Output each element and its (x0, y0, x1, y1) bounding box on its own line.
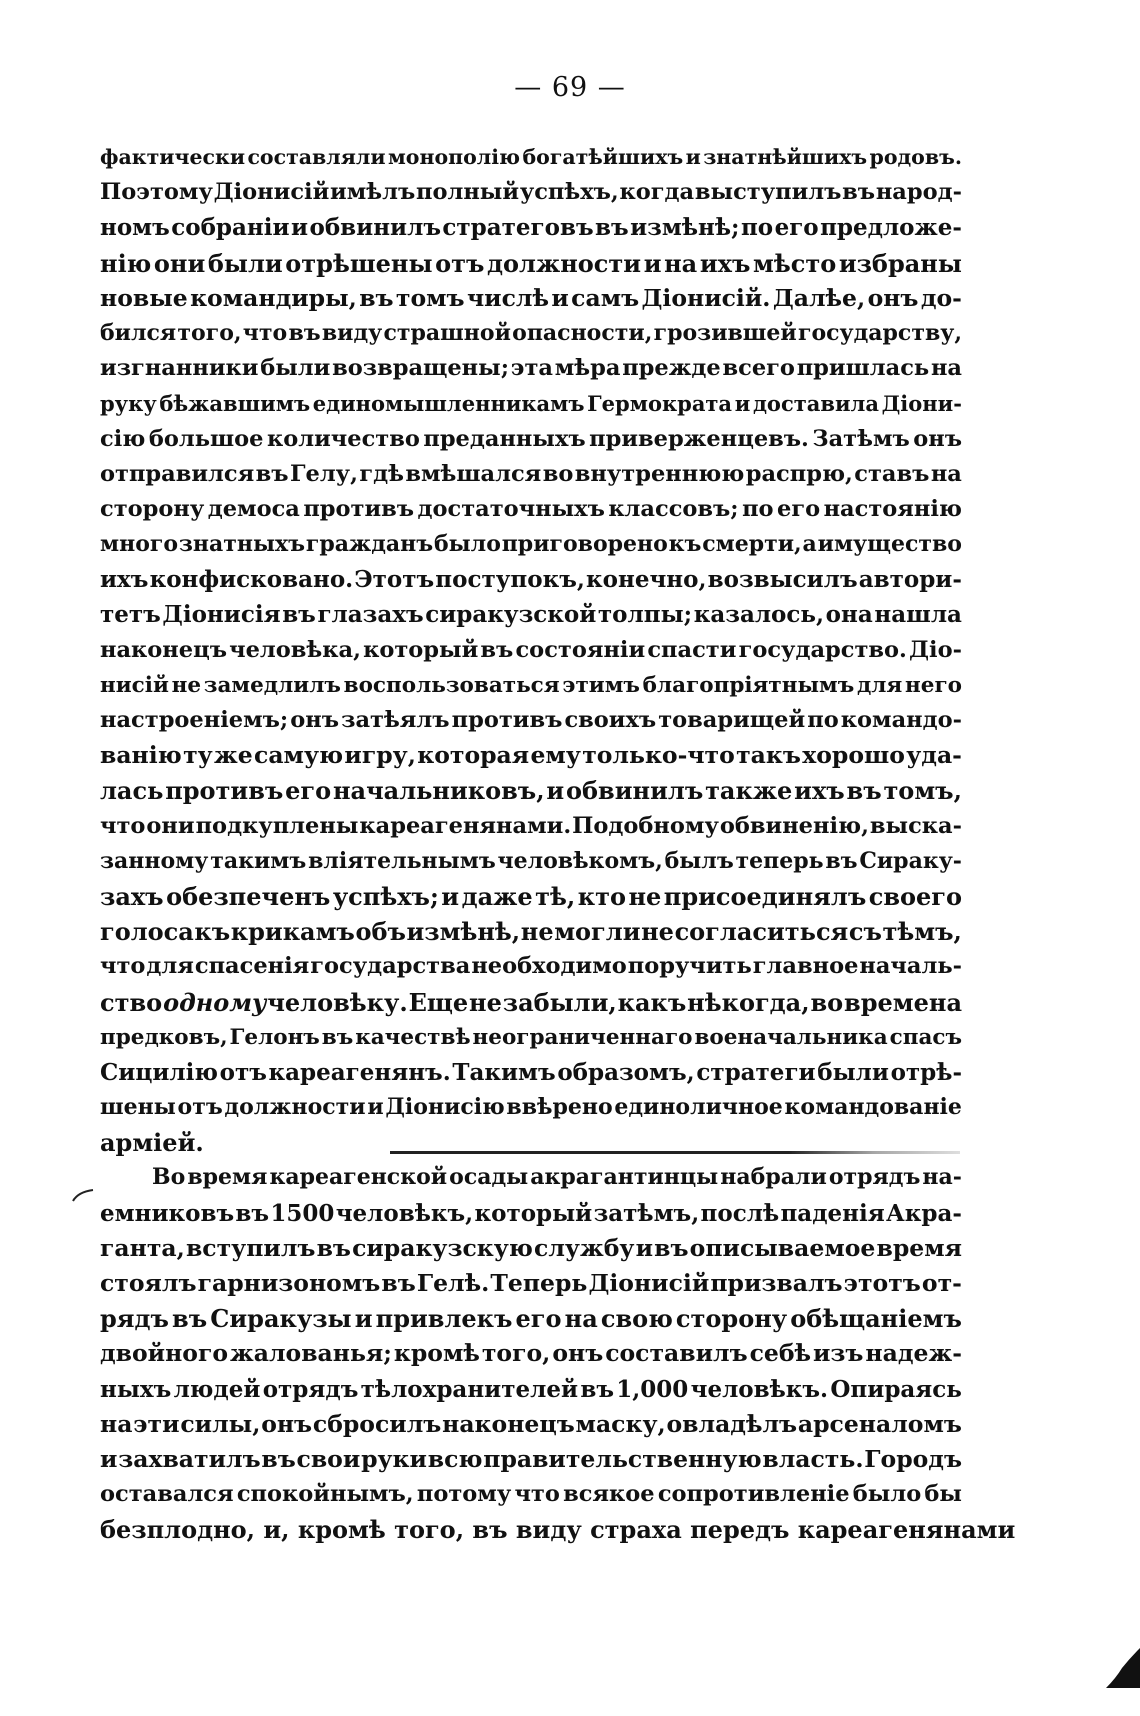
text-line: номъ собраніи и обвинилъ стратеговъ въ измѣнѣ; по его предложе- (100, 214, 962, 242)
text-line: нисій не замедлилъ воспользоваться этимъ благопріятнымъ для него (100, 672, 962, 698)
text-line: фактически составляли монополію богатѣйшихъ и знатнѣйшихъ родовъ. (100, 145, 962, 169)
text-line: ганта, вступилъ въ сиракузскую службу и въ описываемое время (100, 1233, 962, 1262)
text-line: лась противъ его начальниковъ, и обвинилъ также ихъ въ томъ, (100, 776, 962, 806)
text-line: на эти силы, онъ сбросилъ наконецъ маску, овладѣлъ арсеналомъ (100, 1409, 962, 1438)
text-line: емниковъ въ 1500 человѣкъ, который затѣмъ, послѣ паденія Акра- (100, 1199, 962, 1227)
text-line: занному такимъ вліятельнымъ человѣкомъ, былъ теперь въ Сираку- (100, 847, 962, 874)
text-line: двойного жалованья; кромѣ того, онъ составилъ себѣ изъ надеж- (100, 1339, 962, 1368)
text-line: ныхъ людей отрядъ тѣлохранителей въ 1,000 человѣкъ. Опираясь (100, 1375, 962, 1403)
text-line: тетъ Діонисія въ глазахъ сиракузской толпы; казалось, она нашла (100, 601, 962, 629)
text-line: Поэтому Діонисій имѣлъ полный успѣхъ, когда выступилъ въ народ- (100, 179, 962, 206)
text-line: голоса къ крикамъ объ измѣнѣ, не могли не согласиться съ тѣмъ, (100, 917, 962, 947)
text-line: настроеніемъ; онъ затѣялъ противъ своихъ товарищей по командо- (100, 707, 962, 733)
text-line: бился того, что въ виду страшной опасности, грозившей государству, (100, 319, 962, 346)
text-line: безплодно, и, кромѣ того, въ виду страха передъ кареагенянами (100, 1515, 1016, 1545)
text-line: сію большое количество преданныхъ приверженцевъ. Затѣмъ онъ (100, 425, 962, 452)
margin-pencil-mark (72, 1188, 94, 1202)
text-line: ванію ту же самую игру, которая ему только-что такъ хорошо уда- (100, 741, 962, 770)
text-line: и захватилъ въ свои руки всю правительственную власть. Городъ (100, 1444, 962, 1473)
text-line: изгнанники были возвращены; эта мѣра прежде всего пришлась на (100, 355, 962, 382)
page-corner-mark (1106, 1648, 1140, 1688)
text-line: Сицилію отъ кареагенянъ. Такимъ образомъ, стратеги были отрѣ- (100, 1058, 962, 1086)
text-line: ихъ конфисковано. Этотъ поступокъ, конечно, возвысилъ автори- (100, 566, 962, 594)
text-line: арміей. (100, 1128, 204, 1158)
text-line: что они подкуплены кареагенянами. Подобному обвиненію, выска- (100, 812, 962, 839)
text-line: предковъ, Гелонъ въ качествѣ неограниченнаго военачальника спасъ (100, 1024, 962, 1050)
text-line: отправился въ Гелу, гдѣ вмѣшался во внутреннюю распрю, ставъ на (100, 460, 962, 487)
text-line: оставался спокойнымъ, потому что всякое сопротивленіе было бы (100, 1481, 962, 1508)
handwritten-underline (390, 1151, 960, 1154)
text-line: шены отъ должности и Діонисію ввѣрено единоличное командованіе (100, 1094, 962, 1121)
text-line: руку бѣжавшимъ единомышленникамъ Гермократа и доставила Діони- (100, 391, 962, 417)
text-line: стоялъ гарнизономъ въ Гелѣ. Теперь Діонисій призвалъ этотъ от- (100, 1269, 962, 1297)
text-line: много знатныхъ гражданъ было приговорено къ смерти, а имущество (100, 531, 962, 558)
text-line: захъ обезпеченъ успѣхъ; и даже тѣ, кто не присоединялъ своего (100, 881, 962, 911)
text-line: новые командиры, въ томъ числѣ и самъ Діонисій. Далѣе, онъ до- (100, 283, 962, 312)
text-line: Во время кареагенской осады акрагантинцы набрали отрядъ на- (152, 1164, 962, 1191)
body-text (100, 140, 1016, 1548)
text-line: ство одному человѣку. Еще не забыли, какъ нѣкогда, во времена (100, 987, 962, 1017)
text-line: рядъ въ Сиракузы и привлекъ его на свою сторону обѣщаніемъ (100, 1304, 962, 1334)
page-number: — 69 — (514, 72, 626, 103)
text-line: сторону демоса противъ достаточныхъ классовъ; по его настоянію (100, 495, 962, 522)
text-line: что для спасенія государства необходимо поручить главное началь- (100, 953, 962, 980)
text-line: нію они были отрѣшены отъ должности и на ихъ мѣсто избраны (100, 248, 962, 278)
text-line: наконецъ человѣка, который въ состояніи спасти государство. Діо- (100, 636, 962, 663)
